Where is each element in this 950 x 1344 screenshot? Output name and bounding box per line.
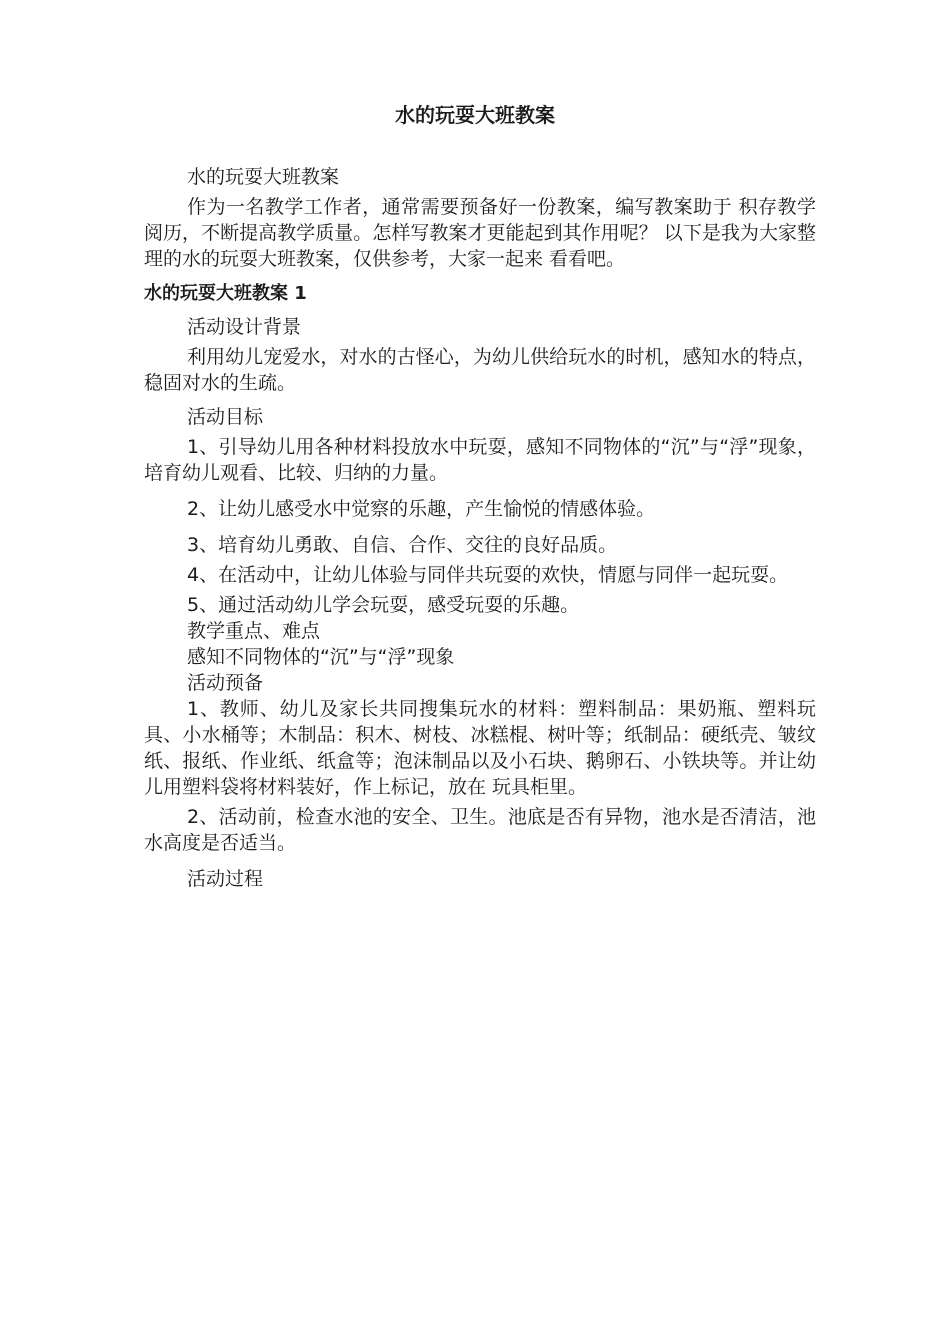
preparation-item-1: 1、教师、幼儿及家长共同搜集玩水的材料：塑料制品：果奶瓶、塑料玩具、小水桶等；木制品：积木、树枝、冰糕棍、树叶等；纸制品：硬纸壳、皱纹纸、报纸、作业纸、纸盒等；泡沫制品以及小石块、鹅卵石、小铁块等。并让幼儿用塑料袋将材料装好，作上标记，放在 玩具柜里。 <box>144 698 816 798</box>
label-preparation: 活动预备 <box>187 672 264 694</box>
goal-item-1: 1、引导幼儿用各种材料投放水中玩耍，感知不同物体的“沉”与“浮”现象，培育幼儿观看、比较、归纳的力量。 <box>144 436 816 484</box>
label-goals: 活动目标 <box>187 406 264 428</box>
background-paragraph: 利用幼儿宠爱水，对水的古怪心，为幼儿供给玩水的时机，感知水的特点，稳固对水的生疏。 <box>144 346 816 394</box>
section-heading: 水的玩耍大班教案 1 <box>144 283 307 304</box>
intro-paragraph: 作为一名教学工作者，通常需要预备好一份教案，编写教案助于 积存教学阅历，不断提高教学质量。怎样写教案才更能起到其作用呢？ 以下是我为大家整理的水的玩耍大班教案，仅供参考，大家一起来 看看吧。 <box>144 196 816 270</box>
document-body <box>144 164 816 892</box>
goal-item-3: 3、培育幼儿勇敢、自信、合作、交往的良好品质。 <box>187 534 618 556</box>
label-key-points: 教学重点、难点 <box>187 620 321 642</box>
key-points-text: 感知不同物体的“沉”与“浮”现象 <box>187 646 455 668</box>
intro-subtitle: 水的玩耍大班教案 <box>187 166 340 188</box>
goal-item-2: 2、让幼儿感受水中觉察的乐趣，产生愉悦的情感体验。 <box>187 498 656 520</box>
goal-item-4: 4、在活动中，让幼儿体验与同伴共玩耍的欢快，情愿与同伴一起玩耍。 <box>187 564 789 586</box>
preparation-item-2: 2、活动前，检查水池的安全、卫生。池底是否有异物，池水是否清洁，池水高度是否适当。 <box>144 806 816 854</box>
document-title: 水的玩耍大班教案 <box>395 103 555 127</box>
goal-item-5: 5、通过活动幼儿学会玩耍，感受玩耍的乐趣。 <box>187 594 580 616</box>
label-process: 活动过程 <box>187 868 264 890</box>
label-background: 活动设计背景 <box>187 316 302 338</box>
